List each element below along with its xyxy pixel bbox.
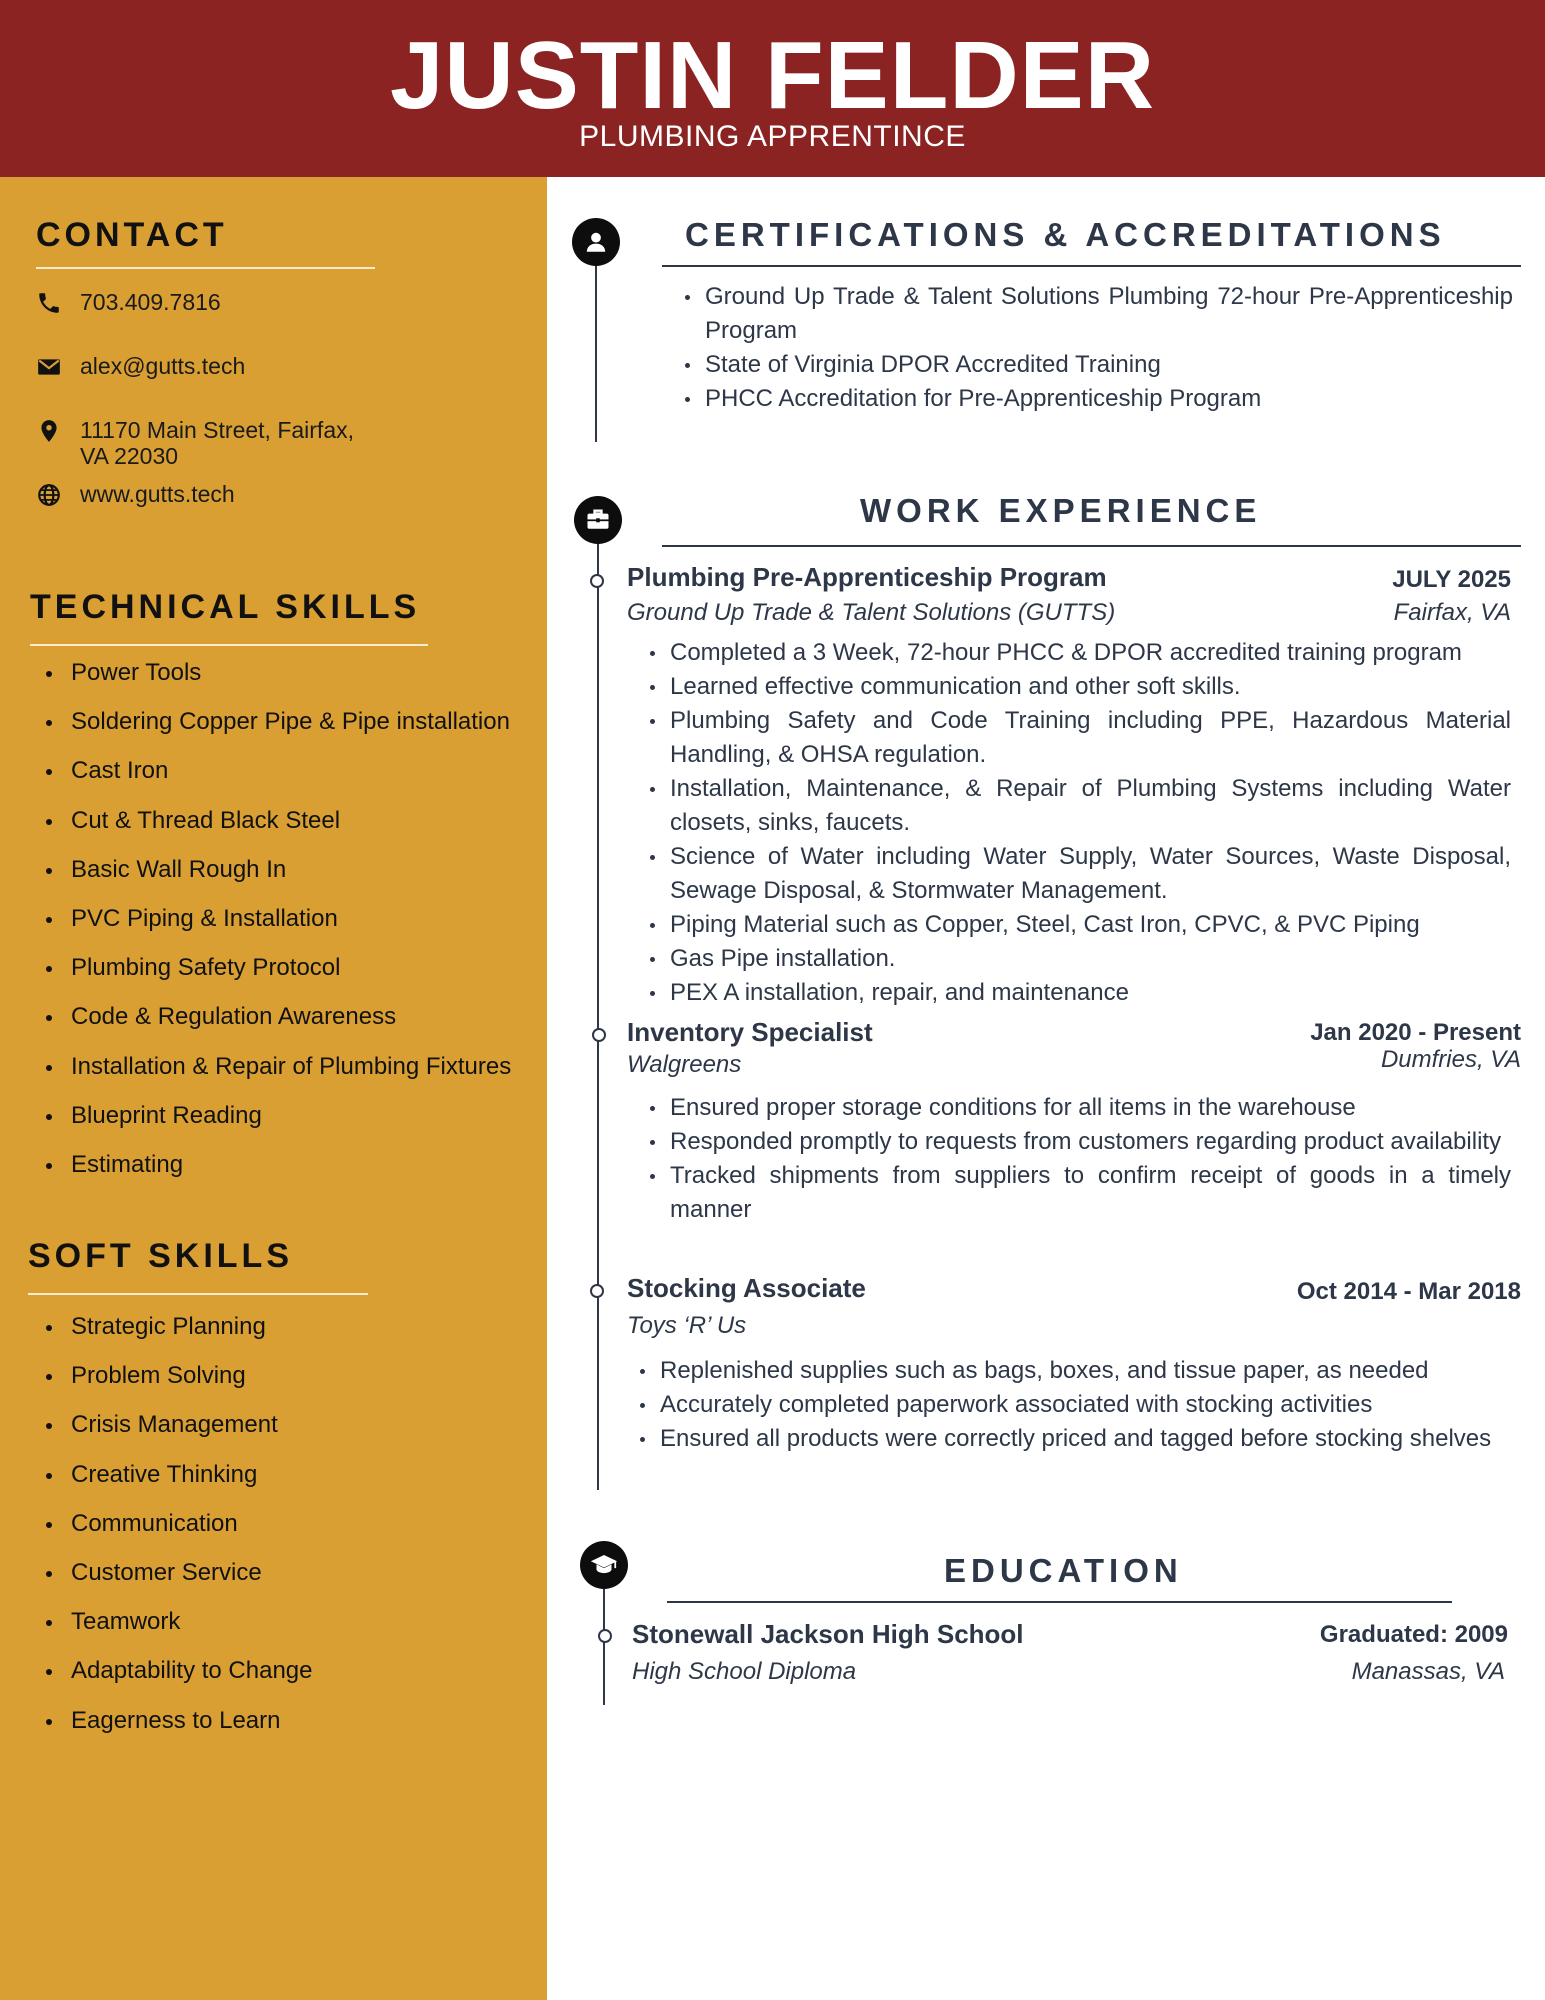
job-organization: Toys ‘R’ Us bbox=[627, 1312, 747, 1339]
job-bullets bbox=[670, 636, 1511, 1010]
experience-timeline bbox=[597, 540, 599, 1490]
mail-icon bbox=[36, 354, 62, 380]
list-item: Ensured proper storage conditions for all items in the warehouse bbox=[670, 1091, 1511, 1125]
timeline-dot bbox=[598, 1629, 612, 1643]
list-item: Tracked shipments from suppliers to confirm receipt of goods in a timely manner bbox=[670, 1159, 1511, 1227]
job-bullets bbox=[660, 1354, 1501, 1456]
list-item: Soldering Copper Pipe & Pipe installation bbox=[0, 707, 511, 756]
certifications-badge bbox=[572, 218, 620, 266]
list-item: Science of Water including Water Supply, Water Sources, Waste Disposal, Sewage Disposal, & Stormwater Management. bbox=[670, 840, 1511, 908]
street-address: 11170 Main Street, Fairfax, VA 22030 bbox=[80, 417, 355, 469]
job-title: Inventory Specialist bbox=[627, 1017, 873, 1047]
job-location: Fairfax, VA bbox=[1393, 599, 1511, 626]
contact-heading: CONTACT bbox=[36, 216, 228, 254]
sidebar bbox=[0, 177, 547, 2000]
experience-heading: WORK EXPERIENCE bbox=[860, 492, 1262, 529]
email-address: alex@gutts.tech bbox=[80, 353, 246, 379]
graduation-cap-icon bbox=[589, 1550, 619, 1580]
list-item: State of Virginia DPOR Accredited Training bbox=[705, 348, 1513, 382]
timeline-dot bbox=[590, 1284, 604, 1298]
list-item: Installation, Maintenance, & Repair of Plumbing Systems including Water closets, sinks, faucets. bbox=[670, 772, 1511, 840]
list-item: Accurately completed paperwork associated with stocking activities bbox=[660, 1388, 1501, 1422]
education-divider bbox=[667, 1601, 1452, 1603]
contact-website bbox=[36, 481, 235, 508]
list-item: Installation & Repair of Plumbing Fixtures bbox=[0, 1052, 511, 1101]
list-item: Power Tools bbox=[0, 658, 511, 707]
technical-skills-divider bbox=[30, 644, 428, 646]
certifications-divider bbox=[662, 265, 1521, 267]
job-title: Plumbing Pre-Apprenticeship Program bbox=[627, 562, 1107, 592]
job-organization: Ground Up Trade & Talent Solutions (GUTTS) bbox=[627, 599, 1116, 626]
list-item: PEX A installation, repair, and maintenance bbox=[670, 976, 1511, 1010]
list-item: Piping Material such as Copper, Steel, Cast Iron, CPVC, & PVC Piping bbox=[670, 908, 1511, 942]
candidate-role: PLUMBING APPRENTINCE bbox=[579, 120, 966, 153]
timeline-dot bbox=[590, 574, 604, 588]
list-item: PHCC Accreditation for Pre-Apprenticeship Program bbox=[705, 382, 1513, 416]
location-pin-icon bbox=[36, 418, 62, 444]
degree: High School Diploma bbox=[632, 1658, 857, 1685]
certifications-timeline bbox=[595, 262, 597, 442]
list-item: Creative Thinking bbox=[0, 1460, 313, 1509]
contact-email bbox=[36, 353, 245, 380]
resume-header bbox=[0, 0, 1545, 177]
soft-skills-list bbox=[0, 1312, 313, 1755]
list-item: Teamwork bbox=[0, 1607, 313, 1656]
list-item: Strategic Planning bbox=[0, 1312, 313, 1361]
list-item: Ensured all products were correctly priced and tagged before stocking shelves bbox=[660, 1422, 1501, 1456]
experience-badge bbox=[574, 496, 622, 544]
list-item: Responded promptly to requests from customers regarding product availability bbox=[670, 1125, 1511, 1159]
list-item: PVC Piping & Installation bbox=[0, 904, 511, 953]
job-date: Oct 2014 - Mar 2018 bbox=[1296, 1278, 1521, 1305]
school-name: Stonewall Jackson High School bbox=[632, 1619, 1024, 1649]
soft-skills-divider bbox=[28, 1293, 368, 1295]
list-item: Gas Pipe installation. bbox=[670, 942, 1511, 976]
list-item: Basic Wall Rough In bbox=[0, 855, 511, 904]
certifications-heading: CERTIFICATIONS & ACCREDITATIONS bbox=[685, 216, 1446, 253]
list-item: Completed a 3 Week, 72-hour PHCC & DPOR accredited training program bbox=[670, 636, 1511, 670]
list-item: Adaptability to Change bbox=[0, 1656, 313, 1705]
timeline-dot bbox=[592, 1028, 606, 1042]
phone-icon bbox=[36, 290, 62, 316]
candidate-name: JUSTIN FELDER bbox=[389, 22, 1156, 129]
job-organization: Walgreens bbox=[627, 1051, 742, 1078]
job-title: Stocking Associate bbox=[627, 1273, 866, 1303]
contact-phone bbox=[36, 289, 221, 316]
certifications-list bbox=[705, 280, 1513, 416]
list-item: Blueprint Reading bbox=[0, 1101, 511, 1150]
school-location: Manassas, VA bbox=[1351, 1658, 1505, 1685]
graduation-date: Graduated: 2009 bbox=[1319, 1621, 1508, 1648]
person-icon bbox=[583, 229, 609, 255]
list-item: Crisis Management bbox=[0, 1410, 313, 1459]
contact-address bbox=[36, 417, 354, 469]
job-date: JULY 2025 bbox=[1392, 566, 1511, 593]
globe-icon bbox=[36, 482, 62, 508]
experience-divider bbox=[662, 545, 1521, 547]
technical-skills-heading: TECHNICAL SKILLS bbox=[30, 588, 421, 626]
list-item: Plumbing Safety Protocol bbox=[0, 953, 511, 1002]
phone-number: 703.409.7816 bbox=[80, 289, 221, 315]
list-item: Communication bbox=[0, 1509, 313, 1558]
job-bullets bbox=[670, 1091, 1511, 1227]
list-item: Customer Service bbox=[0, 1558, 313, 1607]
list-item: Plumbing Safety and Code Training including PPE, Hazardous Material Handling, & OHSA regulation. bbox=[670, 704, 1511, 772]
briefcase-icon bbox=[584, 506, 612, 534]
list-item: Eagerness to Learn bbox=[0, 1706, 313, 1755]
soft-skills-heading: SOFT SKILLS bbox=[28, 1237, 293, 1275]
list-item: Code & Regulation Awareness bbox=[0, 1002, 511, 1051]
list-item: Cast Iron bbox=[0, 756, 511, 805]
list-item: Learned effective communication and other soft skills. bbox=[670, 670, 1511, 704]
list-item: Replenished supplies such as bags, boxes, and tissue paper, as needed bbox=[660, 1354, 1501, 1388]
education-badge bbox=[580, 1541, 628, 1589]
website-url: www.gutts.tech bbox=[80, 481, 235, 507]
list-item: Ground Up Trade & Talent Solutions Plumbing 72-hour Pre-Apprenticeship Program bbox=[705, 280, 1513, 348]
education-heading: EDUCATION bbox=[944, 1552, 1183, 1589]
education-timeline bbox=[603, 1585, 605, 1705]
technical-skills-list bbox=[0, 658, 511, 1199]
job-location: Dumfries, VA bbox=[1380, 1046, 1521, 1073]
list-item: Problem Solving bbox=[0, 1361, 313, 1410]
job-date: Jan 2020 - Present bbox=[1310, 1019, 1521, 1046]
contact-divider bbox=[36, 267, 375, 269]
list-item: Cut & Thread Black Steel bbox=[0, 806, 511, 855]
list-item: Estimating bbox=[0, 1150, 511, 1199]
